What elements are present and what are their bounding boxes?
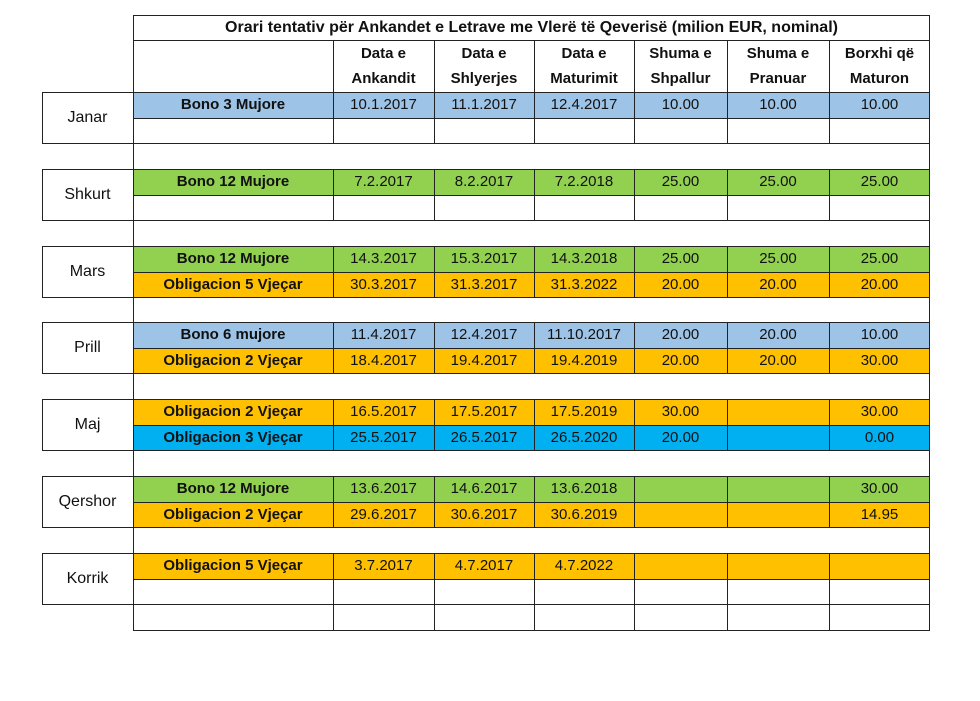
grid-line xyxy=(42,169,930,170)
grid-line xyxy=(434,246,435,297)
settlement-date-cell: 12.4.2017 xyxy=(434,322,534,348)
accepted-amount-cell xyxy=(727,476,829,502)
grid-line xyxy=(434,40,435,92)
auction-date-cell: 25.5.2017 xyxy=(333,425,434,451)
month-label: Mars xyxy=(69,262,106,280)
announced-amount-cell: 20.00 xyxy=(634,348,727,374)
announced-amount-cell: 30.00 xyxy=(634,399,727,425)
grid-line xyxy=(333,246,334,297)
maturing-debt-cell: 14.95 xyxy=(829,502,930,528)
grid-line xyxy=(534,246,535,297)
settlement-date-cell: 15.3.2017 xyxy=(434,246,534,272)
grid-line xyxy=(333,476,334,527)
accepted-amount-cell xyxy=(727,502,829,528)
column-header-auction-date: Data e Ankandit xyxy=(351,45,416,87)
maturity-date-cell: 19.4.2019 xyxy=(534,348,634,374)
month-label: Korrik xyxy=(66,569,109,587)
accepted-amount-cell: 20.00 xyxy=(727,348,829,374)
accepted-amount-cell xyxy=(727,604,829,630)
grid-line xyxy=(727,476,728,527)
grid-line xyxy=(133,425,930,426)
auction-date-cell xyxy=(333,579,434,605)
grid-line xyxy=(333,553,334,630)
maturity-date-cell xyxy=(534,118,634,144)
auction-date-cell: 30.3.2017 xyxy=(333,272,434,298)
grid-line xyxy=(42,476,930,477)
month-label: Janar xyxy=(67,108,108,126)
maturing-debt-cell: 30.00 xyxy=(829,476,930,502)
grid-line xyxy=(727,169,728,220)
grid-line xyxy=(133,92,134,630)
instrument-cell xyxy=(133,579,333,605)
grid-line xyxy=(333,322,334,373)
grid-line xyxy=(634,246,635,297)
grid-line xyxy=(434,476,435,527)
accepted-amount-cell xyxy=(727,425,829,451)
instrument-cell: Obligacion 2 Vjeçar xyxy=(133,399,333,425)
maturing-debt-cell xyxy=(829,553,930,579)
auction-date-cell: 13.6.2017 xyxy=(333,476,434,502)
grid-line xyxy=(634,322,635,373)
grid-line xyxy=(727,322,728,373)
table-title: Orari tentativ për Ankandet e Letrave me Vlerë të Qeverisë (milion EUR, nominal) xyxy=(225,18,838,36)
announced-amount-cell: 25.00 xyxy=(634,169,727,195)
accepted-amount-cell: 10.00 xyxy=(727,92,829,118)
maturity-date-cell: 17.5.2019 xyxy=(534,399,634,425)
maturity-date-cell xyxy=(534,195,634,221)
maturity-date-cell: 7.2.2018 xyxy=(534,169,634,195)
auction-date-cell: 3.7.2017 xyxy=(333,553,434,579)
grid-line xyxy=(133,15,134,92)
settlement-date-cell: 8.2.2017 xyxy=(434,169,534,195)
maturing-debt-cell xyxy=(829,579,930,605)
maturing-debt-cell: 10.00 xyxy=(829,92,930,118)
settlement-date-cell: 26.5.2017 xyxy=(434,425,534,451)
accepted-amount-cell xyxy=(727,399,829,425)
month-label: Prill xyxy=(74,338,101,356)
grid-line xyxy=(133,630,930,631)
auction-date-cell: 16.5.2017 xyxy=(333,399,434,425)
settlement-date-cell xyxy=(434,118,534,144)
maturity-date-cell: 30.6.2019 xyxy=(534,502,634,528)
instrument-cell xyxy=(133,118,333,144)
grid-line xyxy=(42,322,43,373)
grid-line xyxy=(829,553,830,630)
auction-date-cell: 7.2.2017 xyxy=(333,169,434,195)
grid-line xyxy=(42,527,930,528)
maturing-debt-cell xyxy=(829,604,930,630)
announced-amount-cell: 20.00 xyxy=(634,425,727,451)
column-header-maturing-debt: Borxhi që Maturon xyxy=(844,45,915,87)
column-header-settlement-date: Data e Shlyerjes xyxy=(450,45,518,87)
auction-date-cell xyxy=(333,604,434,630)
grid-line xyxy=(634,40,635,92)
accepted-amount-cell xyxy=(727,195,829,221)
instrument-cell: Obligacion 2 Vjeçar xyxy=(133,348,333,374)
maturity-date-cell: 4.7.2022 xyxy=(534,553,634,579)
instrument-cell: Bono 3 Mujore xyxy=(133,92,333,118)
auction-date-cell: 11.4.2017 xyxy=(333,322,434,348)
maturing-debt-cell: 30.00 xyxy=(829,348,930,374)
announced-amount-cell: 10.00 xyxy=(634,92,727,118)
instrument-cell: Obligacion 2 Vjeçar xyxy=(133,502,333,528)
grid-line xyxy=(333,92,334,143)
announced-amount-cell xyxy=(634,476,727,502)
grid-line xyxy=(829,322,830,373)
instrument-cell xyxy=(133,604,333,630)
month-label: Maj xyxy=(74,415,101,433)
accepted-amount-cell: 25.00 xyxy=(727,169,829,195)
grid-line xyxy=(929,92,930,630)
maturing-debt-cell xyxy=(829,195,930,221)
grid-line xyxy=(42,92,930,93)
grid-line xyxy=(829,40,830,92)
maturity-date-cell xyxy=(534,579,634,605)
grid-line xyxy=(133,348,930,349)
grid-line xyxy=(42,92,43,143)
instrument-cell: Obligacion 5 Vjeçar xyxy=(133,553,333,579)
grid-line xyxy=(42,246,930,247)
grid-line xyxy=(133,272,930,273)
instrument-cell: Bono 12 Mujore xyxy=(133,476,333,502)
maturing-debt-cell: 10.00 xyxy=(829,322,930,348)
announced-amount-cell xyxy=(634,195,727,221)
settlement-date-cell: 14.6.2017 xyxy=(434,476,534,502)
accepted-amount-cell xyxy=(727,553,829,579)
grid-line xyxy=(42,399,930,400)
column-header-announced-amount: Shuma e Shpallur xyxy=(649,45,712,87)
grid-line xyxy=(634,92,635,143)
grid-line xyxy=(634,169,635,220)
announced-amount-cell xyxy=(634,118,727,144)
auction-date-cell: 14.3.2017 xyxy=(333,246,434,272)
announced-amount-cell xyxy=(634,604,727,630)
maturity-date-cell: 31.3.2022 xyxy=(534,272,634,298)
grid-line xyxy=(634,399,635,450)
settlement-date-cell: 30.6.2017 xyxy=(434,502,534,528)
column-header-accepted-amount: Shuma e Pranuar xyxy=(746,45,810,87)
grid-line xyxy=(434,92,435,143)
instrument-cell: Bono 12 Mujore xyxy=(133,246,333,272)
auction-date-cell xyxy=(333,118,434,144)
maturing-debt-cell: 20.00 xyxy=(829,272,930,298)
grid-line xyxy=(133,40,930,41)
announced-amount-cell: 20.00 xyxy=(634,322,727,348)
column-header-maturity-date: Data e Maturimit xyxy=(550,45,618,87)
grid-line xyxy=(42,220,930,221)
header-blank xyxy=(133,40,333,92)
settlement-date-cell: 4.7.2017 xyxy=(434,553,534,579)
grid-line xyxy=(634,553,635,630)
accepted-amount-cell: 20.00 xyxy=(727,322,829,348)
month-label: Shkurt xyxy=(64,185,111,203)
settlement-date-cell: 19.4.2017 xyxy=(434,348,534,374)
grid-line xyxy=(534,399,535,450)
maturing-debt-cell: 25.00 xyxy=(829,246,930,272)
maturity-date-cell xyxy=(534,604,634,630)
maturing-debt-cell: 25.00 xyxy=(829,169,930,195)
month-label: Qershor xyxy=(58,492,117,510)
instrument-cell: Obligacion 3 Vjeçar xyxy=(133,425,333,451)
settlement-date-cell xyxy=(434,195,534,221)
maturity-date-cell: 11.10.2017 xyxy=(534,322,634,348)
maturing-debt-cell xyxy=(829,118,930,144)
grid-line xyxy=(727,92,728,143)
grid-line xyxy=(534,92,535,143)
accepted-amount-cell: 20.00 xyxy=(727,272,829,298)
grid-line xyxy=(829,246,830,297)
grid-line xyxy=(534,553,535,630)
grid-line xyxy=(534,40,535,92)
grid-line xyxy=(133,195,930,196)
grid-line xyxy=(333,40,334,92)
grid-line xyxy=(434,553,435,630)
grid-line xyxy=(133,579,930,580)
grid-line xyxy=(727,553,728,630)
maturity-date-cell: 13.6.2018 xyxy=(534,476,634,502)
settlement-date-cell: 31.3.2017 xyxy=(434,272,534,298)
announced-amount-cell xyxy=(634,553,727,579)
grid-line xyxy=(42,246,43,297)
grid-line xyxy=(829,169,830,220)
grid-line xyxy=(133,15,930,16)
grid-line xyxy=(434,169,435,220)
instrument-cell: Bono 12 Mujore xyxy=(133,169,333,195)
auction-date-cell: 10.1.2017 xyxy=(333,92,434,118)
auction-date-cell: 18.4.2017 xyxy=(333,348,434,374)
grid-line xyxy=(727,399,728,450)
grid-line xyxy=(634,476,635,527)
grid-line xyxy=(829,399,830,450)
instrument-cell xyxy=(133,195,333,221)
grid-line xyxy=(42,322,930,323)
grid-line xyxy=(133,502,930,503)
grid-line xyxy=(42,476,43,527)
grid-line xyxy=(42,553,930,554)
settlement-date-cell: 11.1.2017 xyxy=(434,92,534,118)
grid-line xyxy=(434,322,435,373)
grid-line xyxy=(42,143,930,144)
auction-date-cell xyxy=(333,195,434,221)
maturity-date-cell: 12.4.2017 xyxy=(534,92,634,118)
grid-line xyxy=(42,553,43,604)
settlement-date-cell xyxy=(434,579,534,605)
grid-line xyxy=(42,169,43,220)
grid-line xyxy=(42,399,43,450)
grid-line xyxy=(727,40,728,92)
grid-line xyxy=(42,297,930,298)
maturing-debt-cell: 0.00 xyxy=(829,425,930,451)
grid-line xyxy=(829,92,830,143)
announced-amount-cell xyxy=(634,579,727,605)
maturity-date-cell: 26.5.2020 xyxy=(534,425,634,451)
grid-line xyxy=(534,322,535,373)
accepted-amount-cell xyxy=(727,118,829,144)
maturity-date-cell: 14.3.2018 xyxy=(534,246,634,272)
grid-line xyxy=(333,399,334,450)
grid-line xyxy=(929,15,930,92)
settlement-date-cell xyxy=(434,604,534,630)
grid-line xyxy=(434,399,435,450)
maturing-debt-cell: 30.00 xyxy=(829,399,930,425)
auction-date-cell: 29.6.2017 xyxy=(333,502,434,528)
grid-line xyxy=(829,476,830,527)
grid-line xyxy=(727,246,728,297)
grid-line xyxy=(534,476,535,527)
grid-line xyxy=(534,169,535,220)
grid-line xyxy=(42,373,930,374)
grid-line xyxy=(42,604,930,605)
instrument-cell: Bono 6 mujore xyxy=(133,322,333,348)
announced-amount-cell xyxy=(634,502,727,528)
accepted-amount-cell: 25.00 xyxy=(727,246,829,272)
grid-line xyxy=(133,118,930,119)
accepted-amount-cell xyxy=(727,579,829,605)
announced-amount-cell: 20.00 xyxy=(634,272,727,298)
announced-amount-cell: 25.00 xyxy=(634,246,727,272)
grid-line xyxy=(333,169,334,220)
settlement-date-cell: 17.5.2017 xyxy=(434,399,534,425)
grid-line xyxy=(42,450,930,451)
instrument-cell: Obligacion 5 Vjeçar xyxy=(133,272,333,298)
